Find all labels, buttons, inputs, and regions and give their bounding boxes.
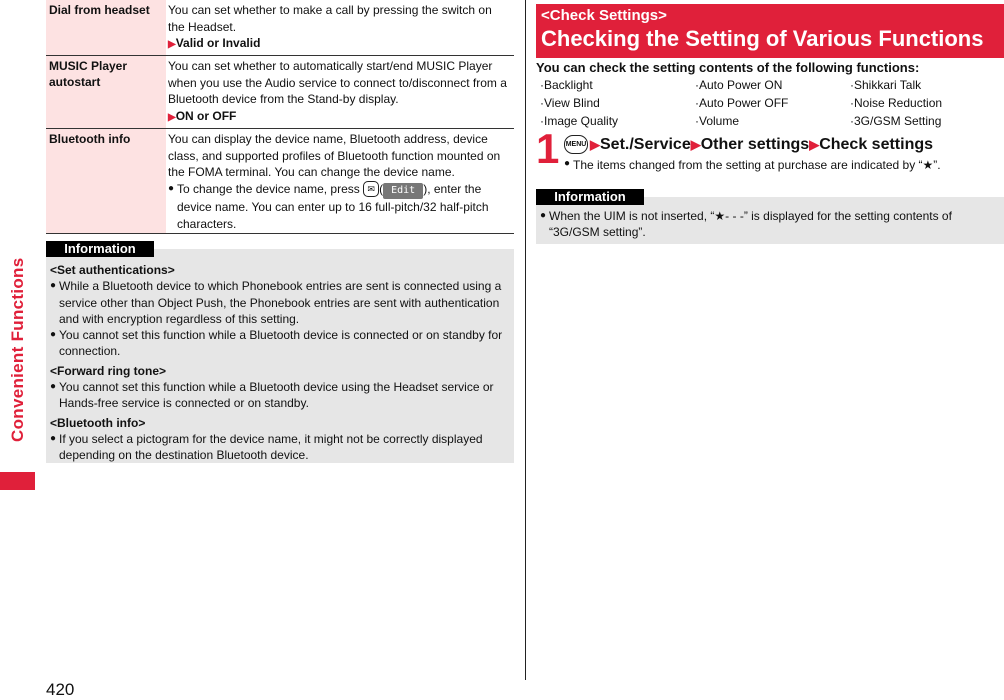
step-note [564, 158, 941, 172]
section-subtitle: <Check Settings> [541, 7, 667, 24]
side-marker [0, 472, 35, 490]
bullet-item [50, 327, 510, 360]
bullet-text: You cannot set this function while a Bluetooth device using the Headset service or Hands-free service is connected or on standby. [59, 380, 494, 411]
bullet-icon: ● [50, 381, 57, 393]
description-text: You can set whether to make a call by pressing the switch on the Headset. [168, 3, 492, 34]
list-item: ·Noise Reduction [850, 96, 943, 110]
page-number: 420 [46, 680, 75, 699]
side-tab [0, 0, 36, 697]
edit-softkey: Edit [383, 183, 423, 200]
section-title: Checking the Setting of Various Functions [541, 26, 984, 51]
note-text: The items changed from the setting at purchase are indicated by “★”. [573, 158, 941, 172]
table-row [46, 56, 514, 129]
bullet-text: While a Bluetooth device to which Phonebook entries are sent is connected using a service other than Object Push, the Phonebook entries are sent with authentication and with encryption regardless of this setting. [59, 279, 502, 326]
menu-key-icon: MENU [564, 135, 588, 154]
info-heading: <Forward ring tone> [50, 363, 167, 378]
side-section-title: Convenient Functions [8, 257, 27, 443]
list-item: ·3G/GSM Setting [850, 114, 942, 128]
info-box-right [536, 189, 1004, 244]
table-row [46, 0, 514, 56]
bullet-icon: ● [168, 182, 175, 194]
setting-label: Bluetooth info [46, 129, 166, 233]
step-path-item: Check settings [819, 135, 934, 153]
step-number: 1 [536, 125, 560, 172]
arrow-icon: ▶ [590, 136, 600, 152]
bullet-suffix: ), enter the device name. You can enter up to 16 full-pitch/32 half-pitch characters. [177, 181, 489, 231]
bullet-text: You cannot set this function while a Bluetooth device is connected or on standby for connection. [59, 328, 503, 359]
info-tag: Information [46, 241, 154, 257]
step-instruction [564, 135, 933, 154]
arrow-icon: ▶ [809, 136, 820, 152]
bullet-prefix: To change the device name, press [177, 181, 360, 196]
info-heading: <Set authentications> [50, 263, 175, 277]
step-path-item: Other settings [700, 135, 810, 153]
arrow-icon: ▶ [690, 136, 701, 152]
setting-description [166, 129, 514, 233]
option-text: Valid or Invalid [175, 36, 261, 50]
bullet-icon: ● [50, 280, 57, 292]
description-text: You can set whether to automatically start/end MUSIC Player when you use the Audio service to connect to/disconnect from a Bluetooth device from the Stand-by display. [168, 59, 507, 106]
setting-description [166, 0, 514, 55]
option-line [168, 108, 510, 127]
settings-table [46, 0, 514, 234]
info-box-left [46, 241, 514, 463]
arrow-icon: ▶ [168, 39, 176, 50]
list-item: ·Shikkari Talk [850, 78, 922, 92]
option-text: ON or OFF [175, 108, 237, 123]
column-divider [525, 0, 526, 680]
bullet-icon: ● [540, 210, 547, 221]
list-item: ·View Blind [540, 96, 600, 110]
list-item: ·Image Quality [540, 114, 619, 128]
description-text: You can display the device name, Bluetooth address, device class, and supported profiles of Bluetooth function mounted on the FOMA terminal. You can change the device name. [168, 132, 501, 179]
setting-label: Dial from headset [46, 0, 166, 55]
bullet-text: When the UIM is not inserted, “★- - -” is displayed for the setting contents of “3G/GSM setting”. [549, 209, 952, 240]
list-item: ·Auto Power ON [695, 78, 783, 92]
bullet-item [168, 181, 510, 233]
bullet-icon: ● [50, 329, 57, 341]
mail-key-icon: ✉ [363, 181, 379, 197]
bullet-item [50, 431, 510, 464]
setting-description [166, 56, 514, 128]
step-path-item: Set./Service [600, 135, 691, 153]
list-item: ·Auto Power OFF [695, 96, 789, 110]
info-heading: <Bluetooth info> [50, 415, 146, 430]
list-item: ·Backlight [540, 78, 593, 92]
bullet-text: To change the device name, press ✉ ( Edit ), enter the device name. You can enter up to 16 full-pitch/32 half-pitch characters. [177, 181, 489, 231]
bullet-icon: ● [50, 432, 57, 444]
option-line [168, 35, 510, 54]
bullet-icon: ● [564, 158, 571, 169]
arrow-icon: ▶ [168, 111, 176, 123]
list-item: ·Volume [695, 114, 740, 128]
info-content [46, 249, 514, 468]
bullet-text: If you select a pictogram for the device name, it might not be correctly displayed depending on the destination Bluetooth device. [59, 431, 483, 463]
bullet-item [50, 278, 510, 327]
function-list [540, 77, 970, 129]
intro-text: You can check the setting contents of the following functions: [536, 60, 920, 75]
section-header [536, 4, 1004, 58]
bullet-item [50, 379, 510, 412]
info-tag: Information [536, 189, 644, 205]
bullet-item [540, 208, 1000, 241]
table-row [46, 129, 514, 234]
setting-label: MUSIC Player autostart [46, 56, 166, 128]
